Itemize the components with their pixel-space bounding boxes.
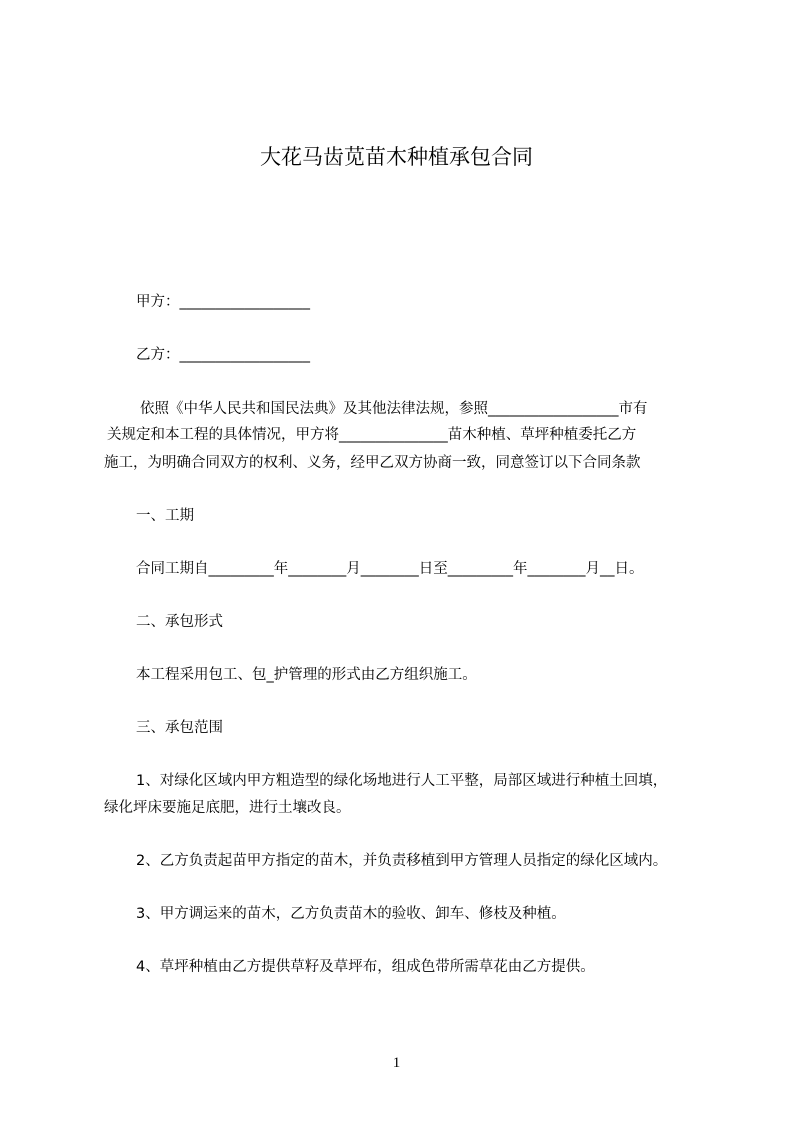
- preamble-line-3: 施工，为明确合同双方的权利、义务，经甲乙双方协商一致，同意签订以下合同条款: [104, 455, 641, 471]
- section-2-heading: 二、承包形式: [136, 614, 223, 630]
- section-3-item-1-line-2: 绿化坪床要施足底肥，进行土壤改良。: [104, 800, 351, 816]
- section-3-heading: 三、承包范围: [136, 720, 223, 736]
- preamble-line-1: 依照《中华人民共和国民法典》及其他法律法规，参照__________________市有: [140, 401, 648, 417]
- section-1-heading: 一、工期: [136, 508, 194, 524]
- section-2-text: 本工程采用包工、包_护管理的形式由乙方组织施工。: [136, 667, 477, 683]
- preamble-line-2: 关规定和本工程的具体情况，甲方将_______________苗木种植、草坪种植委托乙方: [107, 427, 637, 443]
- section-3-item-2: 2、乙方负责起苗甲方指定的苗木，并负责移植到甲方管理人员指定的绿化区域内。: [136, 853, 668, 869]
- party-b-line: 乙方：__________________: [136, 347, 310, 363]
- document-title: 大花马齿苋苗木种植承包合同: [260, 145, 533, 169]
- section-1-text: 合同工期自_________年________月________日至_________年________月__日。: [136, 561, 644, 577]
- section-3-item-1-line-1: 1、对绿化区域内甲方粗造型的绿化场地进行人工平整，局部区域进行种植土回填，: [136, 773, 668, 789]
- page-number: 1: [392, 1055, 401, 1071]
- section-3-item-4: 4、草坪种植由乙方提供草籽及草坪布，组成色带所需草花由乙方提供。: [136, 959, 595, 975]
- party-a-line: 甲方：__________________: [136, 294, 310, 310]
- section-3-item-3: 3、甲方调运来的苗木，乙方负责苗木的验收、卸车、修枝及种植。: [136, 906, 566, 922]
